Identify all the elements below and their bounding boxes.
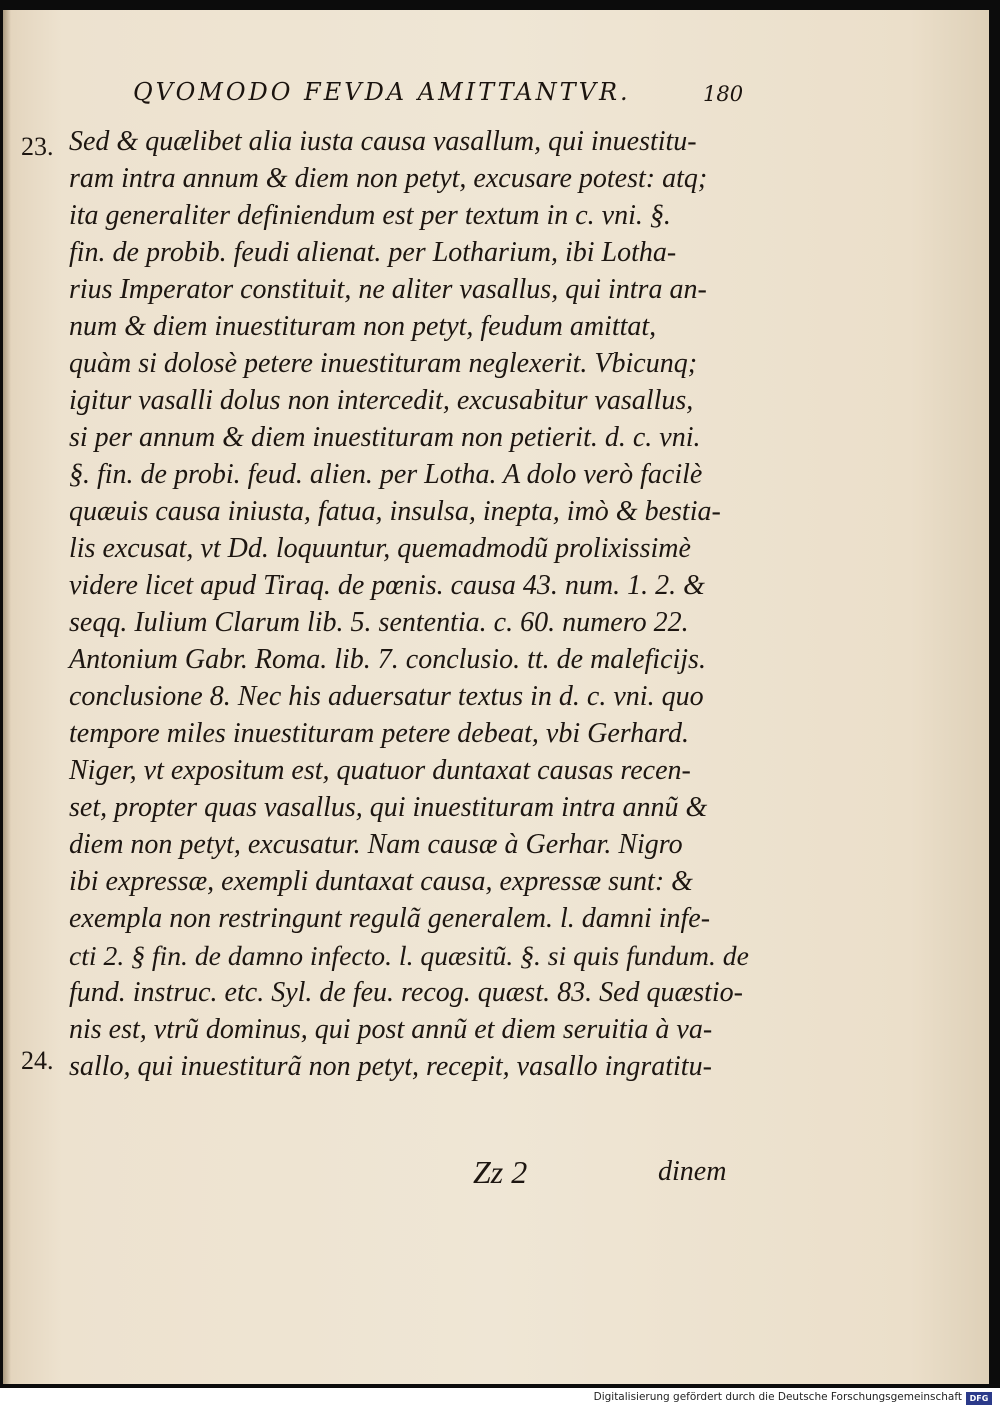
text-line-20: diem non petyt, excusatur. Nam causæ à Gerhar. Nigro (69, 829, 683, 860)
text-line-9: si per annum & diem inuestituram non petierit. d. c. vni. (69, 422, 701, 453)
text-line-19: set, propter quas vasallus, qui inuestituram intra annũ & (69, 792, 708, 823)
text-line-7: quàm si dolosè petere inuestituram neglexerit. Vbicunq; (69, 348, 698, 379)
text-line-12: lis excusat, vt Dd. loquuntur, quemadmodũ prolixissimè (69, 533, 691, 564)
text-line-18: Niger, vt expositum est, quatuor duntaxat causas recen- (69, 755, 691, 786)
text-line-25: nis est, vtrũ dominus, qui post annũ et diem seruitia à va- (69, 1014, 713, 1045)
text-line-14: seqq. Iulium Clarum lib. 5. sententia. c. 60. numero 22. (69, 607, 689, 638)
catchword: dinem (658, 1156, 727, 1187)
dfg-logo-icon: DFG (966, 1392, 992, 1405)
text-line-21: ibi expressæ, exempli duntaxat causa, expressæ sunt: & (69, 866, 693, 897)
text-line-26: sallo, qui inuestiturã non petyt, recepit, vasallo ingratitu- (69, 1051, 712, 1082)
book-page (3, 10, 989, 1384)
text-line-13: videre licet apud Tiraq. de pœnis. causa 43. num. 1. 2. & (69, 570, 705, 601)
text-line-23: cti 2. § fin. de damno infecto. l. quæsitũ. §. si quis fundum. de (69, 940, 749, 971)
text-line-11: quæuis causa iniusta, fatua, insulsa, inepta, imò & bestia- (69, 496, 721, 527)
margin-number-24: 24. (21, 1046, 54, 1075)
text-line-16: conclusione 8. Nec his aduersatur textus in d. c. vni. quo (69, 681, 704, 712)
text-line-2: ram intra annum & diem non petyt, excusare potest: atq; (69, 163, 708, 194)
margin-number-23: 23. (21, 132, 54, 161)
text-line-8: igitur vasalli dolus non intercedit, excusabitur vasallus, (69, 385, 694, 416)
text-line-22: exempla non restringunt regulã generalem. l. damni infe- (69, 903, 711, 934)
text-line-5: rius Imperator constituit, ne aliter vasallus, qui intra an- (69, 274, 707, 305)
text-line-17: tempore miles inuestituram petere debeat, vbi Gerhard. (69, 718, 690, 749)
text-line-15: Antonium Gabr. Roma. lib. 7. conclusio. tt. de maleficijs. (69, 644, 706, 675)
text-line-4: fin. de probib. feudi alienat. per Lotharium, ibi Lotha- (69, 237, 677, 268)
signature-mark: Zz 2 (473, 1154, 528, 1190)
text-line-1: Sed & quælibet alia iusta causa vasallum, qui inuestitu- (69, 126, 697, 157)
text-line-10: §. fin. de probi. feud. alien. per Lotha. A dolo verò facilè (69, 459, 703, 490)
text-line-6: num & diem inuestituram non petyt, feudum amittat, (69, 311, 657, 342)
running-head: QVOMODO FEVDA AMITTANTVR. (133, 78, 631, 106)
text-line-24: fund. instruc. etc. Syl. de feu. recog. quæst. 83. Sed quæstio- (69, 977, 743, 1008)
folio-number: 180 (703, 82, 744, 106)
digitization-footer (0, 1388, 1000, 1412)
text-line-3: ita generaliter definiendum est per textum in c. vni. §. (69, 200, 671, 231)
funding-notice: Digitalisierung gefördert durch die Deutsche Forschungsgemeinschaft (593, 1391, 962, 1403)
